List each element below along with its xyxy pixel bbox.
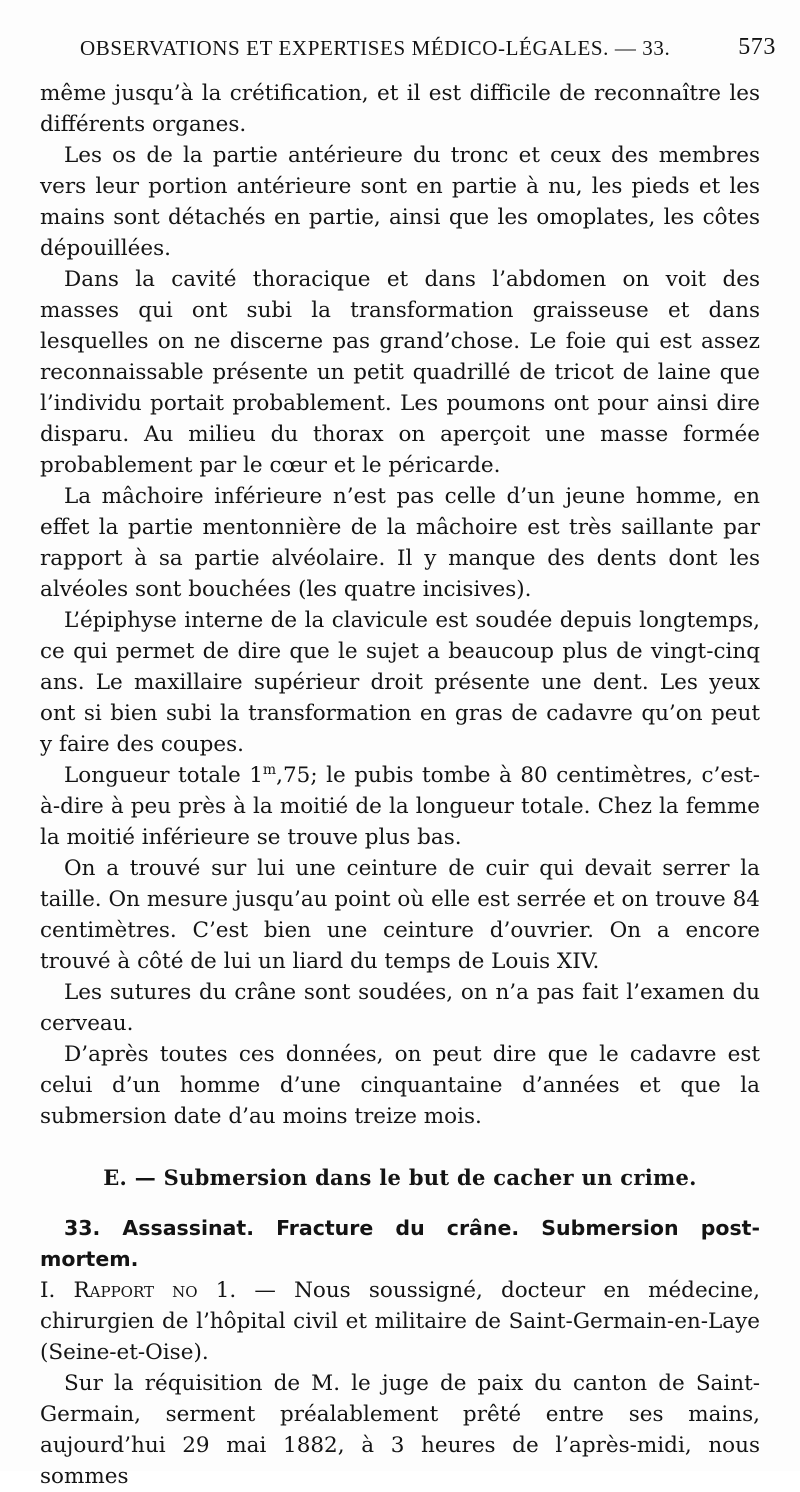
case-title: 33. Assassinat. Fracture du crâne. Submersion post-mortem. (40, 1216, 760, 1271)
report-paragraph (40, 1275, 760, 1368)
paragraph: D’après toutes ces données, on peut dire que le cadavre est celui d’un homme d’une cinquantaine d’années et que la submersion date d’au moins treize mois. (40, 1042, 760, 1129)
page-number: 573 (738, 34, 776, 60)
paragraph: La mâchoire inférieure n’est pas celle d’un jeune homme, en effet la partie mentonnière de la mâchoire est très saillante par rapport à sa partie alvéolaire. Il y manque des dents dont les alvéoles sont bouchées (les quatre incisives). (40, 484, 760, 602)
report-label: I. Rapport no 1. — (40, 1278, 276, 1303)
paragraph: Longueur totale 1$^m$,75; le pubis tombe à 80 centimètres, c’est-à-dire à peu près à la moitié de la longueur totale. Chez la femme la moitié inférieure se trouve plus bas. (40, 761, 761, 850)
paragraph: Sur la réquisition de M. le juge de paix du canton de Saint-Germain, serment préalablement prêté entre ses mains, aujourd’hui 29 mai 1882, à 3 heures de l’après-midi, nous sommes (40, 1371, 760, 1489)
paragraph: même jusqu’à la crétification, et il est difficile de reconnaître les différents organes. (40, 81, 760, 137)
paragraph: Dans la cavité thoracique et dans l’abdomen on voit des masses qui ont subi la transformation graisseuse et dans lesquelles on ne discerne pas grand’chose. Le foie qui est assez reconnaissable présente un petit quadrillé de tricot de laine que l’individu portait probablement. Les poumons ont pour ainsi dire disparu. Au milieu du thorax on aperçoit une masse formée probablement par le cœur et le péricarde. (40, 267, 760, 478)
paragraph: On a trouvé sur lui une ceinture de cuir qui devait serrer la taille. On mesure jusqu’au point où elle est serrée et on trouve 84 centimètres. C’est bien une ceinture d’ouvrier. On a encore trouvé à côté de lui un liard du temps de Louis XIV. (40, 856, 760, 974)
running-header (40, 30, 776, 66)
case-block (40, 1213, 760, 1492)
paragraph: L’épiphyse interne de la clavicule est soudée depuis longtemps, ce qui permet de dire que le sujet a beaucoup plus de vingt-cinq ans. Le maxillaire supérieur droit présente une dent. Les yeux ont si bien subi la transformation en gras de cadavre qu’on peut y faire des coupes. (40, 608, 760, 757)
section-heading: E. — Submersion dans le but de cacher un crime. (103, 1165, 697, 1190)
running-title: OBSERVATIONS ET EXPERTISES MÉDICO-LÉGALES. — 33. (80, 36, 671, 60)
paragraph: Les sutures du crâne sont soudées, on n’a pas fait l’examen du cerveau. (40, 980, 760, 1036)
report-text: Nous soussigné, docteur en médecine, chirurgien de l’hôpital civil et militaire de Saint-Germain-en-Laye (Seine-et-Oise). (40, 1278, 760, 1365)
body-text (40, 78, 760, 1132)
paragraph: Les os de la partie antérieure du tronc et ceux des membres vers leur portion antérieure sont en partie à nu, les pieds et les mains sont détachés en partie, ainsi que les omoplates, les côtes dépouillées. (40, 143, 760, 261)
